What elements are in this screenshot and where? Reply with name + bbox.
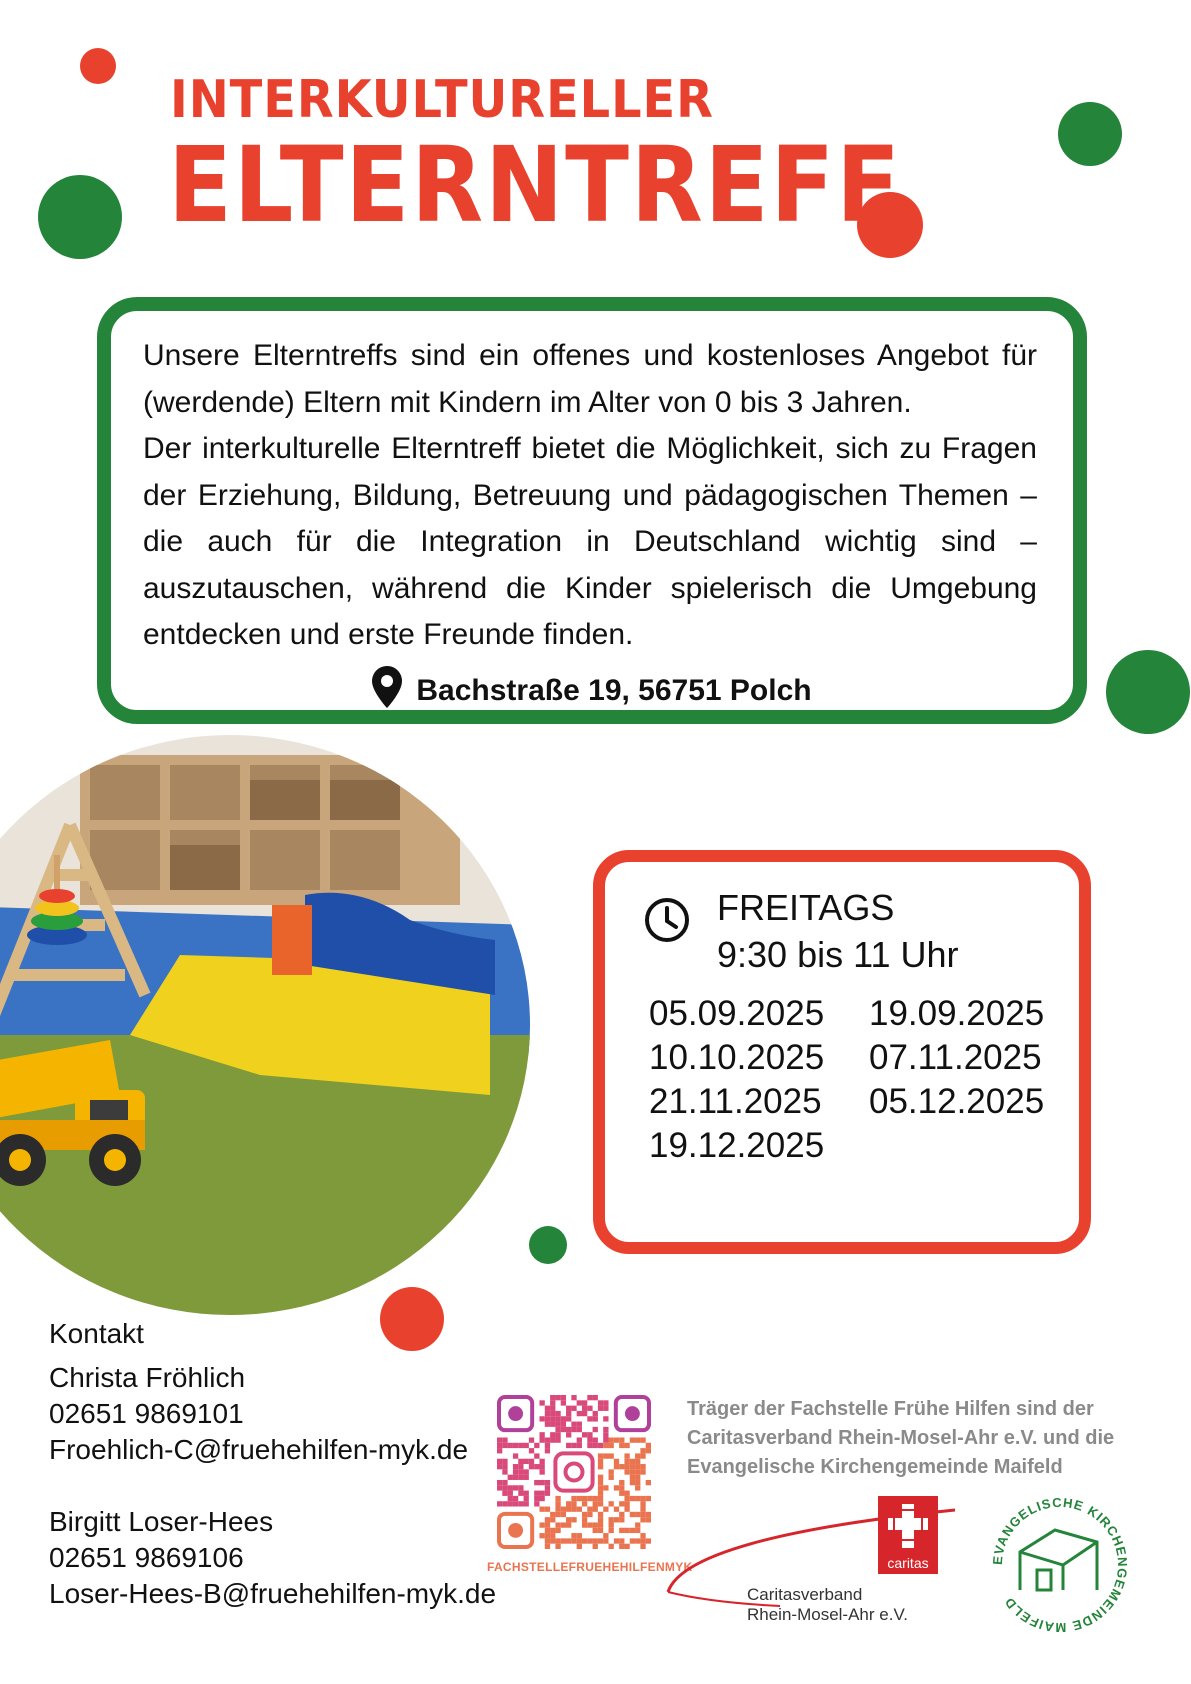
info-paragraph-1: Unsere Elterntreffs sind ein offenes und kostenloses Angebot für (werdende) Eltern mit Kindern im Alter von 0 bis 3 Jahren. (143, 339, 1037, 419)
decor-dot (1058, 102, 1122, 166)
info-text (143, 333, 1037, 659)
contact-email[interactable]: Loser-Hees-B@fruehehilfen-myk.de (49, 1578, 497, 1609)
caritas-name-line-1: Caritasverband (747, 1585, 863, 1604)
info-paragraph-2: Der interkulturelle Elterntreff bietet die Möglichkeit, sich zu Fragen der Erziehung, Bildung, Betreuung und pädagogischen Themen – die auch für die Integration in Deutschland wichtig sind – auszutauschen, während die Kinder spielerisch die Umgebung entdecken und erste Freunde finden. (143, 432, 1037, 651)
title-line-2: ELTERNTREFF (168, 124, 902, 246)
caritas-name (747, 1585, 908, 1625)
date-item: 21.11.2025 (649, 1082, 822, 1121)
playroom-photo (0, 735, 530, 1315)
schedule-heading (717, 884, 958, 978)
date-item: 19.09.2025 (869, 994, 1045, 1033)
contact-email[interactable]: Froehlich-C@fruehehilfen-myk.de (49, 1434, 469, 1465)
clock-icon (643, 896, 691, 944)
address-text: Bachstraße 19, 56751 Polch (416, 674, 812, 707)
contact-section (49, 1316, 496, 1612)
decor-dot (38, 175, 122, 259)
address (111, 666, 1073, 708)
date-item: 19.12.2025 (649, 1126, 825, 1165)
instagram-qr-code[interactable] (497, 1395, 651, 1549)
info-box (97, 297, 1087, 724)
caritas-logo-word: caritas (887, 1555, 929, 1571)
schedule-time: 9:30 bis 11 Uhr (717, 934, 959, 975)
caritas-logo (878, 1496, 938, 1574)
contact-name: Christa Fröhlich (49, 1362, 246, 1393)
date-item: 10.10.2025 (649, 1038, 825, 1077)
contact-name: Birgitt Loser-Hees (49, 1506, 274, 1537)
decor-dot (1106, 650, 1190, 734)
schedule-day: FREITAGS (717, 887, 895, 928)
decor-dot (80, 48, 116, 84)
caritas-name-line-2: Rhein-Mosel-Ahr e.V. (747, 1605, 908, 1624)
church-seal-text: EVANGELISCHE KIRCHENGEMEINDE MAIFELD (989, 1494, 1131, 1636)
contact-heading: Kontakt (49, 1318, 144, 1349)
schedule-box (593, 850, 1091, 1254)
title-line-1: INTERKULTURELLER (170, 70, 714, 130)
map-pin-icon (372, 666, 402, 708)
date-list (649, 992, 1079, 1168)
date-item: 05.09.2025 (649, 994, 825, 1033)
qr-label: FACHSTELLEFRUEHEHILFENMYK (487, 1560, 693, 1574)
contact-phone[interactable]: 02651 9869106 (49, 1542, 244, 1573)
sponsor-text: Träger der Fachstelle Frühe Hilfen sind der Caritasverband Rhein-Mosel-Ahr e.V. und die Evangelische Kirchengemeinde Maifeld (687, 1398, 1115, 1478)
date-item: 05.12.2025 (869, 1082, 1045, 1121)
church-seal-logo (985, 1490, 1135, 1640)
date-item: 07.11.2025 (869, 1038, 1042, 1077)
decor-dot (529, 1226, 567, 1264)
contact-phone[interactable]: 02651 9869101 (49, 1398, 244, 1429)
